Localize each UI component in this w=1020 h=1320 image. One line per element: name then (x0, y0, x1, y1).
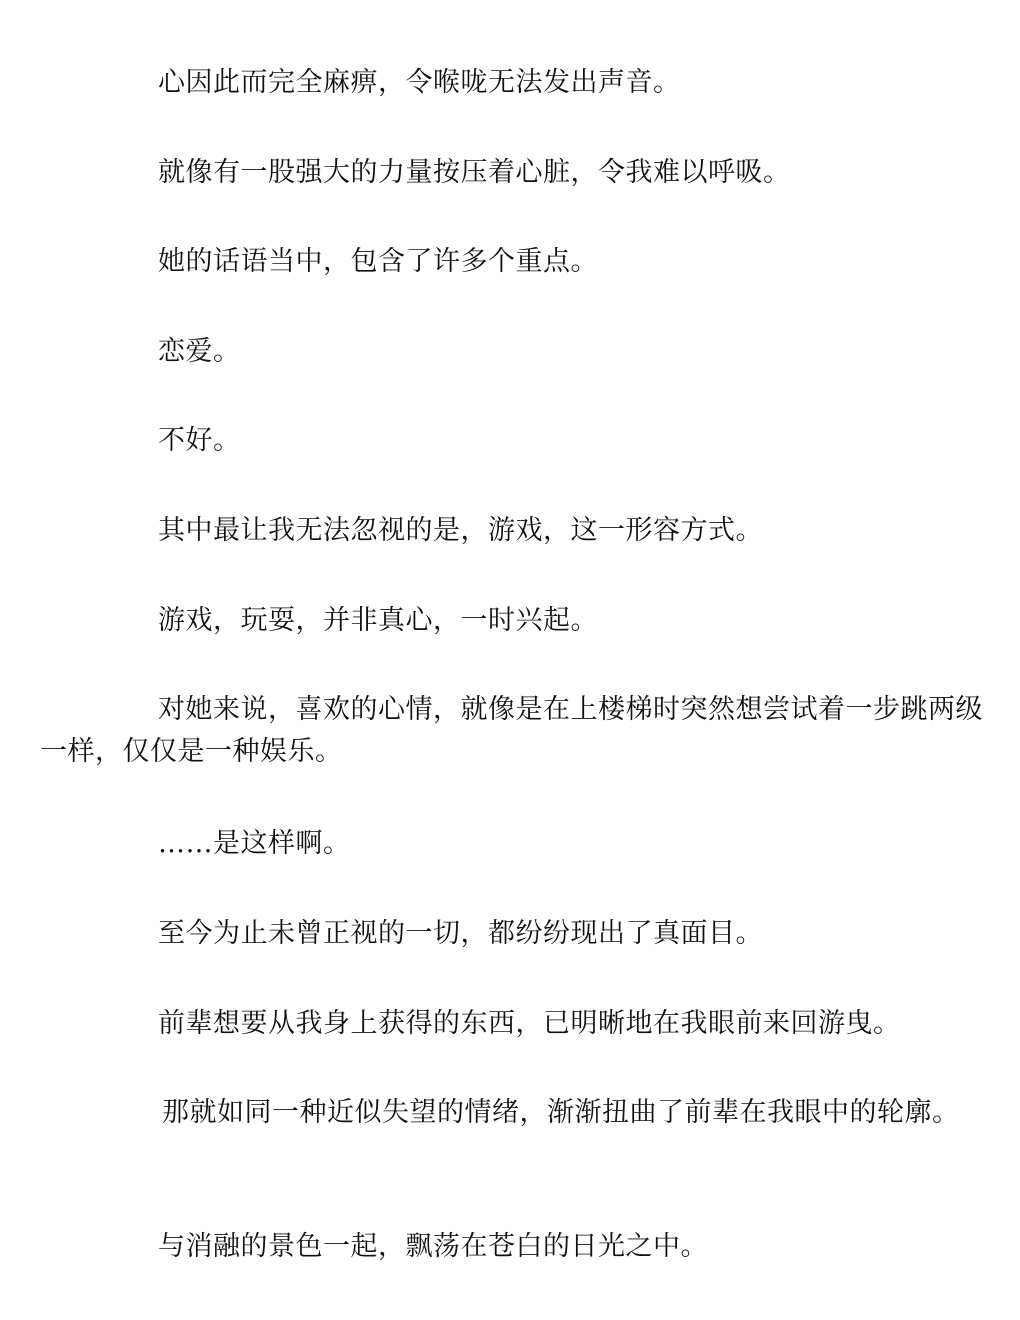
paragraph: 前辈想要从我身上获得的东西，已明晰地在我眼前来回游曳。 (158, 1008, 901, 1039)
paragraph: 与消融的景色一起，飘荡在苍白的日光之中。 (158, 1231, 708, 1262)
paragraph: 其中最让我无法忽视的是，游戏，这一形容方式。 (158, 515, 763, 546)
paragraph: 游戏，玩耍，并非真心，一时兴起。 (158, 605, 598, 636)
paragraph: 恋爱。 (158, 336, 241, 367)
paragraph: 就像有一股强大的力量按压着心脏，令我难以呼吸。 (158, 157, 791, 188)
paragraph: 至今为止未曾正视的一切，都纷纷现出了真面目。 (158, 918, 763, 949)
paragraph: 不好。 (158, 425, 241, 456)
paragraph: 心因此而完全麻痹，令喉咙无法发出声音。 (158, 67, 681, 98)
paragraph: 她的话语当中，包含了许多个重点。 (158, 246, 598, 277)
paragraph: 那就如同一种近似失望的情绪，渐渐扭曲了前辈在我眼中的轮廓。 (162, 1097, 960, 1128)
paragraph: 对她来说，喜欢的心情，就像是在上楼梯时突然想尝试着一步跳两级一样，仅仅是一种娱乐。 (40, 694, 983, 767)
paragraph: ……是这样啊。 (158, 828, 351, 859)
